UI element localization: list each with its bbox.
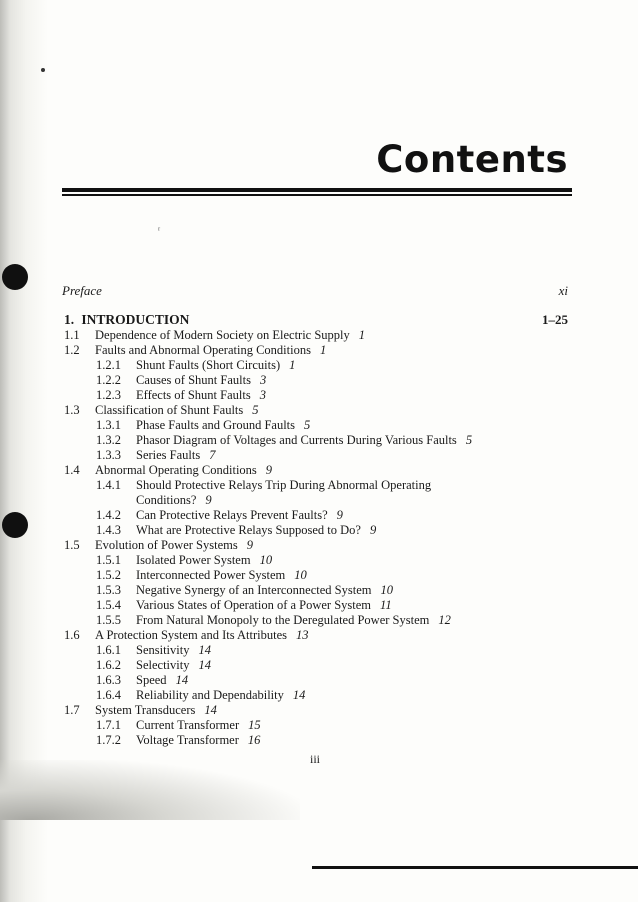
toc-entry-title: Various States of Operation of a Power System — [136, 598, 372, 612]
toc-entry-1-5-3[interactable] — [96, 583, 393, 598]
toc-entry-page: 14 — [175, 673, 189, 687]
toc-entry-number: 1.6.4 — [96, 688, 121, 702]
toc-entry-page: 15 — [248, 718, 261, 732]
toc-entry-number: 1.7.2 — [96, 733, 121, 747]
toc-entry-number: 1.7.1 — [96, 718, 121, 732]
toc-entry-title: Interconnected Power System — [136, 568, 286, 582]
toc-entry-title: Sensitivity — [136, 643, 190, 657]
toc-entry-page: 1 — [319, 343, 327, 357]
toc-entry-1-2-2[interactable] — [96, 373, 266, 388]
title-rule-thin — [62, 194, 572, 196]
toc-entry-number: 1.2 — [64, 343, 80, 357]
toc-entry-page: 5 — [252, 403, 259, 417]
toc-entry-page: 11 — [380, 598, 392, 612]
toc-entry-1-3-2[interactable] — [96, 433, 472, 448]
scan-shadow-bottom — [0, 760, 300, 820]
toc-entry-page: 10 — [294, 568, 307, 582]
binder-hole-bottom — [2, 512, 28, 538]
page-title: Contents — [376, 138, 568, 181]
toc-entry-title: Conditions? — [136, 493, 197, 507]
toc-entry-title: Reliability and Dependability — [136, 688, 284, 702]
toc-entry-1-6[interactable] — [64, 628, 309, 643]
toc-entry-page: 9 — [265, 463, 273, 477]
toc-entry-page: 12 — [438, 613, 451, 627]
toc-entry-page: 1 — [358, 328, 366, 342]
toc-entry-1-6-2[interactable] — [96, 658, 211, 673]
toc-entry-page: 9 — [336, 508, 343, 522]
toc-entry-page: 14 — [198, 658, 211, 672]
page-folio: iii — [310, 752, 321, 766]
toc-entry-1-4-1-continued[interactable] — [136, 493, 212, 508]
toc-entry-number: 1.7 — [64, 703, 80, 717]
toc-entry-page: 9 — [205, 493, 212, 507]
toc-entry-number: 1.3.1 — [96, 418, 121, 432]
toc-entry-page: 10 — [259, 553, 273, 567]
chapter-page-range: 1–25 — [542, 312, 568, 327]
toc-entry-title: What are Protective Relays Supposed to Do? — [136, 523, 361, 537]
toc-entry-1-5-2[interactable] — [96, 568, 307, 583]
toc-entry-number: 1.2.3 — [96, 388, 121, 402]
toc-entry-number: 1.6.2 — [96, 658, 121, 672]
toc-entry-title: Classification of Shunt Faults — [95, 403, 244, 417]
toc-entry-page: 1 — [289, 358, 296, 372]
toc-entry-title: A Protection System and Its Attributes — [95, 628, 288, 642]
toc-entry-title: Can Protective Relays Prevent Faults? — [136, 508, 328, 522]
toc-entry-1-6-3[interactable] — [96, 673, 188, 688]
toc-entry-1-2-3[interactable] — [96, 388, 266, 403]
toc-entry-number: 1.4.3 — [96, 523, 121, 537]
toc-entry-page: 14 — [204, 703, 217, 717]
toc-entry-page: 3 — [259, 373, 267, 387]
toc-entry-title: Abnormal Operating Conditions — [95, 463, 257, 477]
toc-entry-title: Dependence of Modern Society on Electric Supply — [95, 328, 350, 342]
toc-entry-title: Causes of Shunt Faults — [136, 373, 251, 387]
toc-entry-1-4[interactable] — [64, 463, 272, 478]
toc-entry-title: Speed — [136, 673, 167, 687]
toc-entry-page: 5 — [465, 433, 473, 447]
toc-entry-title: Effects of Shunt Faults — [136, 388, 251, 402]
toc-entry-1-3-3[interactable] — [96, 448, 215, 463]
toc-entry-title: From Natural Monopoly to the Deregulated Power System — [136, 613, 430, 627]
toc-entry-number: 1.2.2 — [96, 373, 121, 387]
toc-entry-number: 1.1 — [64, 328, 80, 342]
footer-rule — [312, 866, 638, 869]
toc-entry-number: 1.6.1 — [96, 643, 121, 657]
title-rule-thick — [62, 188, 572, 192]
stray-mark: ʳ — [158, 225, 161, 236]
binder-hole-top — [2, 264, 28, 290]
toc-entry-1-5-5[interactable] — [96, 613, 451, 628]
toc-entry-title: Current Transformer — [136, 718, 240, 732]
toc-entry-number: 1.4 — [64, 463, 80, 477]
toc-entry-number: 1.5.4 — [96, 598, 121, 612]
toc-entry-1-7[interactable] — [64, 703, 217, 718]
toc-entry-title: Selectivity — [136, 658, 190, 672]
toc-entry-page: 10 — [380, 583, 393, 597]
toc-entry-number: 1.4.1 — [96, 478, 121, 492]
toc-entry-title: Isolated Power System — [136, 553, 251, 567]
toc-entry-number: 1.5.2 — [96, 568, 121, 582]
toc-entry-page: 14 — [198, 643, 211, 657]
toc-entry-page: 5 — [304, 418, 311, 432]
toc-entry-number: 1.6.3 — [96, 673, 121, 687]
toc-entry-title: Should Protective Relays Trip During Abnormal Operating — [136, 478, 432, 492]
toc-entry-title: Voltage Transformer — [136, 733, 239, 747]
toc-entry-number: 1.5.3 — [96, 583, 121, 597]
toc-entry-1-4-1[interactable] — [96, 478, 440, 493]
toc-entry-1-5[interactable] — [64, 538, 253, 553]
toc-entry-page: 9 — [246, 538, 253, 552]
toc-entry-page: 3 — [259, 388, 266, 402]
toc-entry-number: 1.3.3 — [96, 448, 121, 462]
toc-entry-number: 1.3 — [64, 403, 80, 417]
toc-entry-1-6-4[interactable] — [96, 688, 305, 703]
toc-entry-number: 1.5.1 — [96, 553, 121, 567]
toc-entry-1-7-1[interactable] — [96, 718, 261, 733]
toc-entry-number: 1.5 — [64, 538, 80, 552]
toc-entry-title: Evolution of Power Systems — [95, 538, 238, 552]
toc-entry-1-6-1[interactable] — [96, 643, 211, 658]
toc-entry-page: 16 — [247, 733, 261, 747]
toc-entry-number: 1.5.5 — [96, 613, 121, 627]
toc-entry-title: Series Faults — [136, 448, 201, 462]
toc-entry-title: System Transducers — [95, 703, 196, 717]
chapter-number: 1. — [64, 312, 75, 327]
preface-entry[interactable]: Preface — [62, 283, 102, 298]
toc-entry-1-5-1[interactable] — [96, 553, 272, 568]
toc-entry-1-2[interactable] — [64, 343, 326, 358]
toc-entry-1-7-2[interactable] — [96, 733, 260, 748]
chapter-1-heading[interactable] — [64, 312, 189, 327]
toc-entry-number: 1.6 — [64, 628, 80, 642]
toc-entry-1-1[interactable] — [64, 328, 365, 343]
toc-entry-title: Phase Faults and Ground Faults — [136, 418, 296, 432]
toc-entry-title: Negative Synergy of an Interconnected System — [136, 583, 372, 597]
toc-entry-page: 7 — [209, 448, 216, 462]
toc-entry-page: 14 — [292, 688, 306, 702]
toc-entry-1-2-1[interactable] — [96, 358, 295, 373]
toc-entry-title: Faults and Abnormal Operating Conditions — [95, 343, 311, 357]
toc-entry-1-3-1[interactable] — [96, 418, 310, 433]
toc-entry-number: 1.4.2 — [96, 508, 121, 522]
toc-entry-number: 1.2.1 — [96, 358, 121, 372]
toc-entry-title: Phasor Diagram of Voltages and Currents During Various Faults — [136, 433, 457, 447]
toc-entry-1-4-2[interactable] — [96, 508, 343, 523]
toc-entry-1-5-4[interactable] — [96, 598, 392, 613]
chapter-title: INTRODUCTION — [81, 312, 190, 327]
toc-entry-page: 13 — [296, 628, 309, 642]
toc-entry-page: 9 — [369, 523, 377, 537]
ink-speck — [41, 68, 45, 72]
toc-entry-1-4-3[interactable] — [96, 523, 376, 538]
toc-entry-number: 1.3.2 — [96, 433, 121, 447]
preface-page-number: xi — [558, 283, 568, 298]
toc-entry-1-3[interactable] — [64, 403, 259, 418]
toc-entry-title: Shunt Faults (Short Circuits) — [136, 358, 281, 372]
